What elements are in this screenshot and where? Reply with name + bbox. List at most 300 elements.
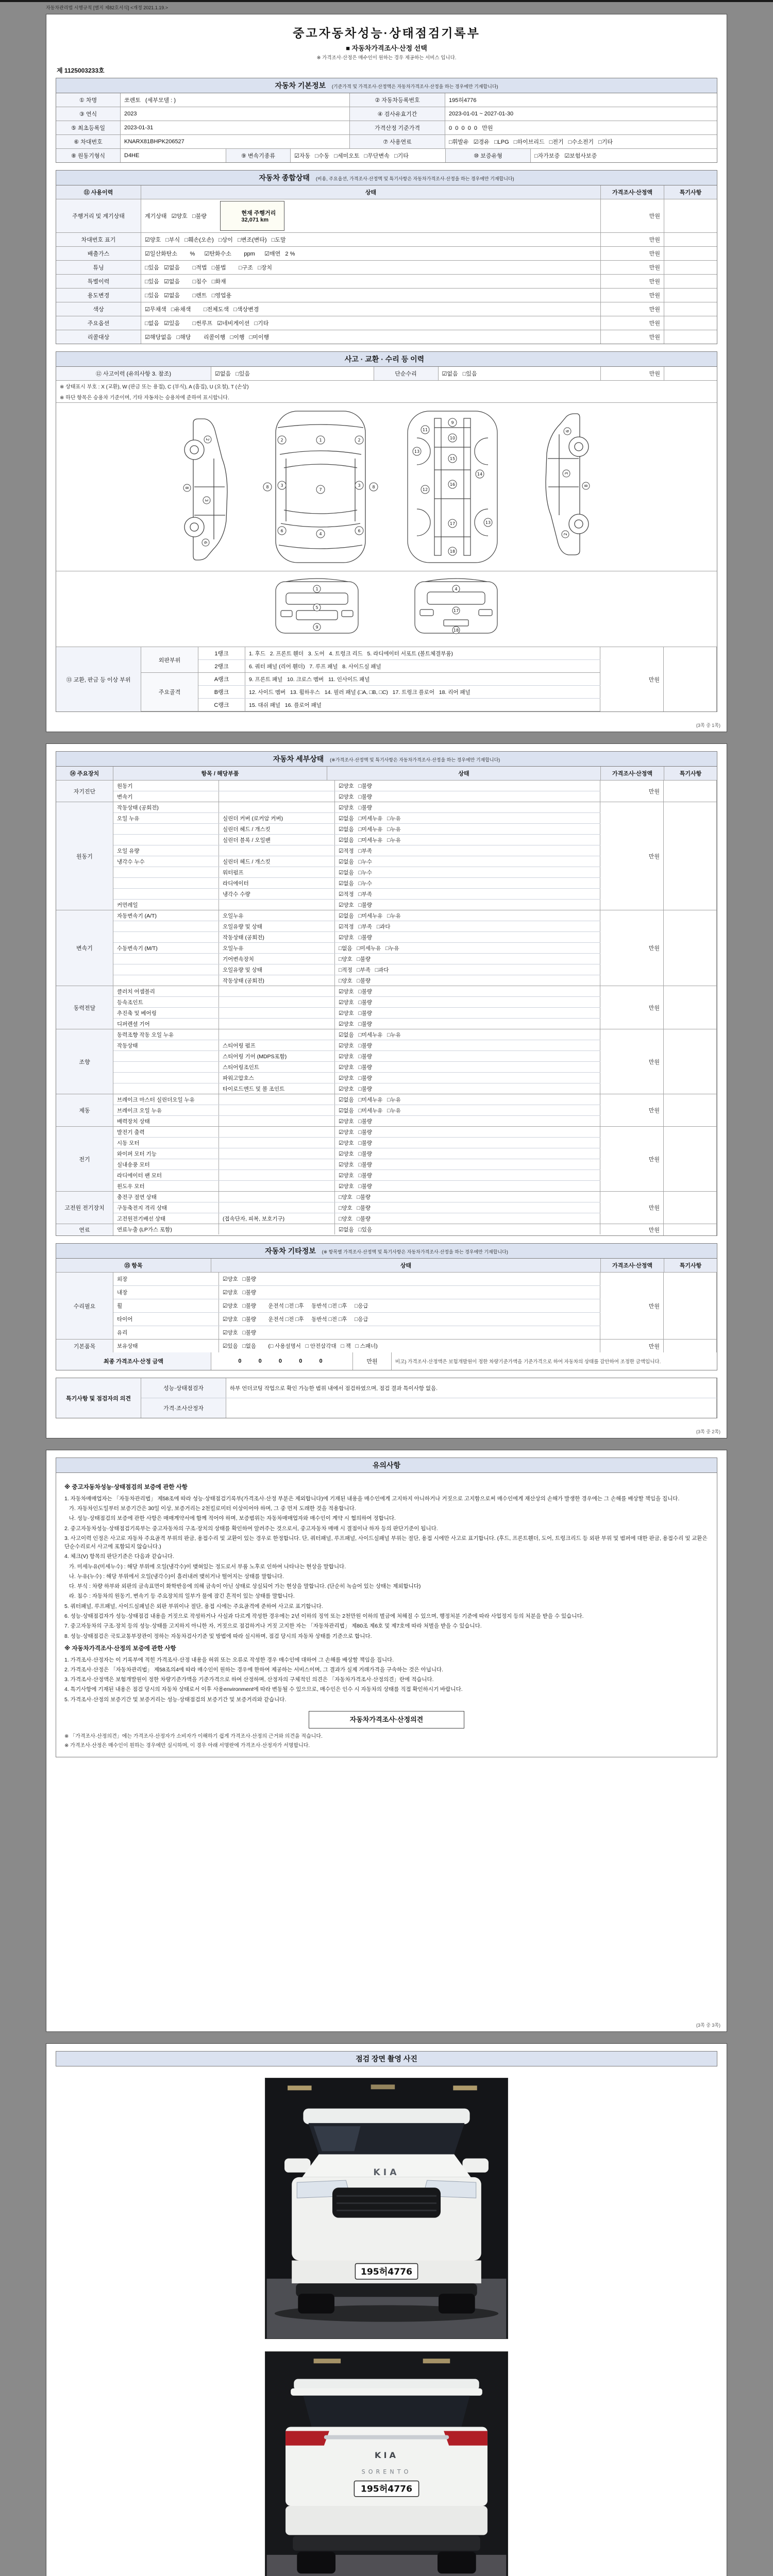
legend-groups [141,647,600,711]
etc-info-note: (※ 항목별 가격조사·산정액 및 특기사항은 자동차가격조사·산정을 하는 경우에만 기재합니다) [322,1249,508,1255]
price-cell: 만원 [600,802,664,910]
price-cell: 만원 [600,1273,664,1339]
price-cell: 만원 [600,1340,664,1352]
notice-section-title: ※ 중고자동차성능·상태점검의 보증에 관한 사항 [64,1484,188,1490]
price-cell: 만원 [600,1192,664,1224]
status-checkboxes: ☑적정 □부족 [335,889,600,899]
field-label: ⑨ 변속기종류 [226,149,291,162]
part-label: 타이로드엔드 및 볼 조인트 [219,1083,335,1094]
item-label: 연료누출 (LP가스 포함) [113,1224,219,1234]
device-group [56,986,717,1029]
overall-condition-note: (비용, 주요옵션, 가격조사·산정액 및 특기사항은 자동차가격조사·산정을 하는 경우에만 기재합니다) [315,176,514,181]
item-label: 작동상태 (공회전) [113,802,219,812]
car-side-right-diagram [525,407,602,567]
detail-row [113,921,600,932]
status-checkboxes: ☑일산화탄소 % ☑탄화수소 ppm ☑매연 2 % [141,247,601,260]
field-label: ⑧ 원동기형식 [56,149,121,162]
price-cell: 만원 [601,330,664,344]
detail-row [113,997,600,1008]
document-number: 제 1125003233호 [57,67,105,74]
status-checkboxes: ☑양호 □불량 [219,1286,600,1299]
status-checkboxes: ☑양호 □불량 [335,900,600,910]
legend-row [198,699,600,711]
svg-text:9: 9 [315,625,318,630]
notice-paragraph: 3. 사고이력 인정은 사고로 자동차 주요골격 부위의 판금, 용접수리 및 교환이 있는 경우로 한정합니다. 단, 쿼터패널, 루프패널, 사이드실패널 부위는 절단, 용접 시에만 사고로 표기합니다. (후드, 프론트휀더, 도어, 트렁크리드 등 외판 부위 및 범퍼에 대한 판금, 용접수리 및 교환은 단순수리로서 사고에 포함되지 않습니다.) [64,1535,709,1550]
device-name: 원동기 [56,802,113,910]
page-marker: (3쪽 중 3쪽) [696,2023,720,2028]
item-label: 실내송풍 모터 [113,1159,219,1170]
item-label: 유리 [113,1326,219,1339]
item-label: 타이어 [113,1313,219,1326]
status-checkboxes: ☑없음 □누수 [335,878,600,888]
status-checkboxes: ☑양호 □불량 [335,1008,600,1018]
item-label: 동력조향 작동 오일 누유 [113,1029,219,1040]
svg-text:2: 2 [358,438,361,443]
part-label: 실린더 블록 / 오일팬 [219,835,335,845]
detail-row [113,1116,600,1126]
page-marker: (3쪽 중 2쪽) [696,1429,720,1434]
notice-paragraph: 4. 특기사항에 기재된 내용은 점검 당시의 자동차 상태로서 이후 사용environment에 따라 변동될 수 있으므로, 매수인은 인수 시 자동차의 상태를 직접 확인하시기 바랍니다. [64,1686,463,1693]
item-label: 배력장치 상태 [113,1116,219,1126]
device-name: 조향 [56,1029,113,1094]
row-label: 배출가스 [56,247,141,260]
item-label: 오일 유량 [113,845,219,856]
item-label: 변속기 [113,791,219,802]
part-label [219,1159,335,1170]
detail-row [113,1062,600,1073]
row-label: 단순수리 [374,367,439,380]
notice-paragraph: 5. 쿼터패널, 루프패널, 사이드실패널은 외판 부위이나 절단, 용접 시에는 주요골격에 준하여 사고로 표기합니다. [64,1603,323,1609]
status-checkboxes: ☑양호 □불량 [335,1073,600,1083]
item-label: 추진축 및 베어링 [113,1008,219,1018]
svg-text:4: 4 [455,587,458,591]
status-checkboxes: ☑양호 □불량 [335,932,600,942]
item-label: 시동 모터 [113,1138,219,1148]
photos-title: 점검 장면 촬영 사진 [356,2055,417,2063]
overall-condition-title: 자동차 종합상태 [259,174,310,182]
detail-row [113,878,600,889]
detail-row [113,1213,600,1224]
device-items [113,802,600,910]
status-checkboxes: ☑없음 □미세누유 □누유 [335,1105,600,1115]
status-checkboxes: ☑없음 □미세누유 □누유 [335,1094,600,1105]
item-label [113,1073,219,1083]
column-header: 특기사항 [664,1259,717,1272]
item-label: 커먼레일 [113,900,219,910]
opinion-text: 하부 언더코팅 작업으로 확인 가능한 범위 내에서 점검하였으며, 점검 결과 특이사항 없음. [226,1378,717,1398]
item-label: 윈도우 모터 [113,1181,219,1191]
svg-text:8: 8 [584,484,589,487]
part-label: 실린더 커버 (로커암 커버) [219,813,335,823]
car-top-body-diagram [261,407,380,567]
svg-text:4: 4 [319,532,322,536]
etc-info-header [56,1243,717,1259]
part-label: 스티어링 기어 (MDPS포함) [219,1051,335,1061]
opinion-author: 가격·조사산정자 [141,1398,226,1418]
svg-text:14: 14 [477,472,483,477]
svg-text:2: 2 [205,438,210,441]
detail-row [113,1083,600,1094]
field-value-first-registration: 2023-01-31 [121,121,350,134]
column-header: 가격조사·산정액 [601,1259,664,1272]
inspection-photo-rear [265,2351,508,2576]
part-label: 파워고압호스 [219,1073,335,1083]
status-checkboxes: ☑양호 □불량 [335,1116,600,1126]
basic-info-header [56,78,717,93]
field-value-car-name: 쏘렌토 (세부모델 : ) [121,93,350,107]
svg-text:6: 6 [358,529,361,533]
mileage-status-cell [141,199,601,232]
item-label [113,867,219,877]
field-value-inspection-period: 2023-01-01 ~ 2027-01-30 [449,111,514,117]
item-label: 디퍼렌셜 기어 [113,1019,219,1029]
opinion-author: 성능·상태점검자 [141,1378,226,1398]
etc-group-items [113,1273,600,1339]
column-header: 상태 [327,767,601,780]
column-header: 가격조사·산정액 [601,185,664,199]
svg-text:3: 3 [204,499,209,502]
status-checkboxes: ☑적정 □부족 [335,845,600,856]
opinion-rows [141,1378,717,1418]
opinion-row [141,1378,717,1398]
note-cell [664,1094,717,1126]
svg-text:2: 2 [563,533,568,536]
note-cell [664,289,717,302]
price-cell: 만원 [601,275,664,288]
accident-status-checkboxes: ☑없음 □있음 [211,367,374,380]
license-plate-text-rear: 195허4776 [360,2484,413,2495]
price-opinion-note-line: ※ 가격조사·산정은 매수인이 원하는 경우에만 실시하며, 이 경우 아래 서명란에 가격조사·산정자가 서명합니다. [64,1742,310,1749]
notice-section-2 [64,1656,709,1704]
status-checkboxes: ☑양호 □불량 [335,1083,600,1094]
note-cell [664,1192,717,1224]
status-checkboxes: ☑없음 □누수 [335,856,600,867]
item-label: 작동상태 [113,1040,219,1050]
row-label: 리콜대상 [56,330,141,344]
device-group [56,1224,717,1235]
opinion-row [141,1398,717,1418]
opinion-text [226,1398,717,1418]
page-2-panel [46,743,727,1438]
table-row [56,261,717,275]
panel-list: 9. 프론트 패널 10. 크로스 멤버 11. 인사이드 패널 [245,673,600,685]
item-label: 발전기 출력 [113,1127,219,1137]
field-value-plate-number: 195허4776 [449,97,477,104]
status-checkboxes: ☑적정 □부족 □과다 [335,921,600,931]
device-group [56,1094,717,1127]
column-header: 상태 [141,185,601,199]
device-group [56,1192,717,1224]
note-cell [664,367,717,380]
basic-info-title: 자동차 기본정보 [275,81,326,90]
notice-header [56,1458,717,1473]
price-cell: 만원 [600,647,664,711]
field-label: ⑤ 최초등록일 [56,121,121,134]
column-header: 항목 / 해당부품 [113,767,327,780]
item-label: 내장 [113,1286,219,1299]
item-label: 와이퍼 모터 기능 [113,1148,219,1159]
item-label: 자동변속기 (A/T) [113,910,219,921]
notice-paragraph: 2. 중고자동차성능·상태점검기록부는 중고자동차의 구조·장치의 상태를 확인하여 알려주는 것으로서, 중고자동차 매매 시 결점이나 하자 등의 판단기준이 됩니다. [64,1525,438,1532]
field-label: ⑩ 보증유형 [446,149,531,162]
device-items [113,910,600,986]
device-name: 고전원 전기장치 [56,1192,113,1224]
part-label [219,1224,335,1234]
price-opinion-notes [64,1733,709,1750]
etc-row [113,1340,600,1352]
svg-text:3: 3 [358,483,361,488]
part-label [219,900,335,910]
status-checkboxes: ☑해당없음 □해당 리콜이행 □이행 □미이행 [141,330,601,344]
page-top-border [0,0,773,2]
column-header: ⑮ 항목 [56,1259,211,1272]
notice-paragraph: 3. 가격조사·산정액은 보험개발원이 정한 차량기준가액을 기준가격으로 하여 산정하며, 산정자의 구체적인 의견은 「자동차가격조사·산정의견」란에 적습니다. [64,1676,434,1683]
field-value-base-price: 0 0 0 0 0 만원 [449,125,493,131]
part-label [219,1094,335,1105]
final-price-row [56,1352,717,1370]
part-label: 스티어링조인트 [219,1062,335,1072]
svg-text:15: 15 [449,456,456,461]
notice-panel [46,1450,727,2032]
item-label [113,975,219,986]
svg-text:13: 13 [485,520,491,525]
row-label: 특별이력 [56,275,141,288]
device-name: 전기 [56,1127,113,1191]
etc-group [56,1273,717,1340]
field-label: ③ 연식 [56,107,121,121]
svg-text:12: 12 [422,487,428,492]
detail-row [113,1029,600,1040]
current-mileage-box [220,201,285,231]
svg-text:6: 6 [203,541,208,544]
item-label: 보유상태 [113,1340,219,1352]
legend-label: ⑬ 교환, 판금 등 이상 부위 [56,647,141,711]
part-label [219,1116,335,1126]
item-label: 수동변속기 (M/T) [113,943,219,953]
legend-row [198,686,600,699]
column-header: ⑪ 사용이력 [56,185,141,199]
status-checkboxes: ☑양호 □불량 [335,1040,600,1050]
field-value-vin: KNARX81BHPK206527 [121,135,350,148]
opinion-wrap [56,1378,717,1418]
table-row [56,316,717,330]
status-checkboxes: ☑양호 □부식 □훼손(오손) □상이 □변조(변타) □도말 [141,233,601,246]
notice-paragraph: 1. 가격조사·산정자는 이 기록부에 적힌 가격조사·산정 내용을 허위 또는 오류로 작성한 경우 매수인에 대하여 그 손해를 배상할 책임을 집니다. [64,1656,394,1663]
item-label: 등속조인트 [113,997,219,1007]
part-label [219,986,335,996]
column-header-row [56,185,717,199]
detail-row [113,1202,600,1213]
svg-text:13: 13 [414,449,420,454]
item-label: 고전원전기배선 상태 [113,1213,219,1224]
status-checkboxes: ☑양호 □불량 [219,1273,600,1285]
price-cell: 만원 [600,1029,664,1094]
price-cell: 만원 [601,247,664,260]
svg-text:7: 7 [319,487,322,492]
item-label: 냉각수 누수 [113,856,219,867]
status-checkboxes: ☑양호 □불량 [335,1138,600,1148]
legend-group [141,647,600,673]
note-cell [664,330,717,344]
detail-row [113,835,600,845]
item-label [113,1062,219,1072]
accident-history-header [56,351,717,367]
part-label [219,1192,335,1202]
note-cell [664,802,717,910]
price-cell: 만원 [601,302,664,316]
detail-row [113,1138,600,1148]
status-checkboxes: □양호 □불량 [335,975,600,986]
status-checkboxes: ☑없음 □미세누유 □누유 [335,910,600,921]
field-value-model-year: 2023 [121,107,350,121]
panel-list: 15. 대쉬 패널 16. 플로어 패널 [245,699,600,711]
part-label [219,1008,335,1018]
detail-condition-header [56,751,717,767]
item-label: 휠 [113,1299,219,1312]
part-label: 실린더 헤드 / 개스킷 [219,824,335,834]
legend-row [198,673,600,686]
page-1-panel [46,14,727,732]
status-codes-line: ※ 하단 항목은 승용차 기준이며, 기타 자동차는 승용차에 준하여 표시합니다. [60,395,229,401]
row-label: 차대번호 표기 [56,233,141,246]
part-label: 오일누유 [219,943,335,953]
detail-row [113,975,600,986]
rank-label: 2랭크 [198,660,245,672]
status-checkboxes: ☑양호 □불량 [335,1051,600,1061]
status-checkboxes: ☑양호 □불량 [335,802,600,812]
item-label [113,932,219,942]
notice-paragraph: 나. 누유(누수) : 해당 부위에서 오일(냉각수)이 흘러내려 맺히거나 떨어지는 상태를 말합니다. [64,1573,284,1580]
note-cell [664,247,717,260]
rank-label: B랭크 [198,686,245,698]
page-marker: (3쪽 중 1쪽) [696,723,720,728]
note-cell [664,261,717,274]
part-label: 오일누유 [219,910,335,921]
part-label [219,845,335,856]
detail-row [113,802,600,813]
rear-brand-badge: KIA [374,2450,399,2461]
price-cell: 만원 [601,233,664,246]
status-checkboxes: □적정 □부족 □과다 [335,964,600,975]
final-price-unit: 만원 [353,1352,392,1370]
opinion-block-label: 특기사항 및 점검자의 의견 [56,1378,141,1418]
item-label: 브레이크 오일 누유 [113,1105,219,1115]
price-cell: 만원 [600,781,664,802]
price-cell: 만원 [600,986,664,1029]
table-row [56,289,717,302]
field-value-engine-type: D4HE [121,149,226,162]
column-header: 상태 [211,1259,601,1272]
notice-paragraph: 5. 가격조사·산정의 보증기간 및 보증거리는 성능·상태점검의 보증기간 및 보증거리와 같습니다. [64,1696,287,1703]
status-checkboxes: □양호 □불량 [335,954,600,964]
detail-row [113,1008,600,1019]
device-group [56,1029,717,1094]
detail-row [113,791,600,802]
device-items [113,1224,600,1235]
status-checkboxes: ☑양호 □불량 [335,1127,600,1137]
table-row [56,233,717,247]
car-diagram-row-2 [56,571,717,647]
detail-row [113,943,600,954]
svg-text:6: 6 [280,529,283,533]
item-label [113,964,219,975]
current-mileage-value: 32,071 km [241,217,269,223]
price-cell: 만원 [600,1127,664,1191]
overall-rows [56,233,717,344]
part-label [219,1127,335,1137]
part-label [219,1148,335,1159]
basic-info-table [56,93,717,163]
device-name: 동력전달 [56,986,113,1029]
notice-paragraph: 가. 자동차인도일부터 보증기간은 30일 이상, 보증거리는 2천킬로미터 이상이어야 하며, 그 중 먼저 도래한 것을 적용합니다. [64,1505,356,1512]
photos-container [56,2066,717,2576]
table-row [56,135,717,149]
part-label [219,1138,335,1148]
detail-row [113,1148,600,1159]
row-label: 용도변경 [56,289,141,302]
price-cell: 만원 [601,289,664,302]
detail-row [113,781,600,791]
rear-model-badge: SORENTO [361,2468,412,2476]
status-checkboxes: ☑양호 □불량 운전석 □전 □후 동반석 □전 □후 □응급 [219,1299,600,1312]
svg-text:8: 8 [266,485,269,489]
svg-text:6: 6 [565,430,570,433]
part-label: 작동상태 (공회전) [219,932,335,942]
rank-label: A랭크 [198,673,245,685]
etc-group-name: 기본품목 [56,1340,113,1352]
legend-row [198,660,600,672]
car-side-left-diagram [171,407,248,567]
status-checkboxes: ☑양호 □불량 [335,791,600,802]
row-label: 색상 [56,302,141,316]
photos-header [56,2051,717,2066]
part-label: 워터펌프 [219,867,335,877]
field-label: ② 자동차등록번호 [350,93,445,107]
device-name: 제동 [56,1094,113,1126]
status-checkboxes: ☑양호 □불량 [335,1181,600,1191]
status-checkboxes: □양호 □불량 [335,1202,600,1213]
part-label [219,781,335,791]
row-label: 주행거리 및 계기상태 [56,199,141,232]
panel-list: 12. 사이드 멤버 13. 휠하우스 14. 필러 패널 (□A, □B, □C) 17. 트렁크 플로어 18. 리어 패널 [245,686,600,698]
item-label [113,835,219,845]
odometer-status-checkboxes: 계기상태 ☑양호 □불량 [145,213,207,219]
status-checkboxes: ☑양호 □불량 [335,997,600,1007]
status-checkboxes: ☑없음 □미세누유 □누유 [335,1029,600,1040]
note-cell [664,986,717,1029]
detail-row [113,1094,600,1105]
part-label: 스티어링 펌프 [219,1040,335,1050]
device-items [113,1094,600,1126]
svg-text:3: 3 [564,472,569,475]
car-front-diagram [265,574,368,641]
notice-paragraph: 6. 성능·상태점검자가 성능·상태점검 내용을 거짓으로 작성하거나 사실과 다르게 작성한 경우에는 2년 이하의 징역 또는 2천만원 이하의 벌금에 처해질 수 있으며, 행정처분 기준에 따라 사업정지 등의 처분을 받을 수 있습니다. [64,1613,584,1619]
field-value-fuel-checkboxes: □휘발유 ☑경유 □LPG □하이브리드 □전기 □수소전기 □기타 [449,139,613,145]
device-group [56,910,717,986]
item-label [113,824,219,834]
status-checkboxes: ☑양호 □불량 [335,1062,600,1072]
etc-group [56,1340,717,1352]
device-group [56,802,717,910]
detail-row [113,813,600,824]
status-checkboxes: □있음 ☑없음 □적법 □불법 □구조 □장치 [141,261,601,274]
detail-condition-title: 자동차 세부상태 [273,755,324,763]
detail-row [113,1040,600,1051]
detail-row [113,1181,600,1191]
price-survey-note: ※ 가격조사·산정은 매수인이 원하는 경우 제공하는 서비스 입니다. [316,55,457,61]
note-cell [664,233,717,246]
front-brand-badge: KIA [373,2167,400,2178]
